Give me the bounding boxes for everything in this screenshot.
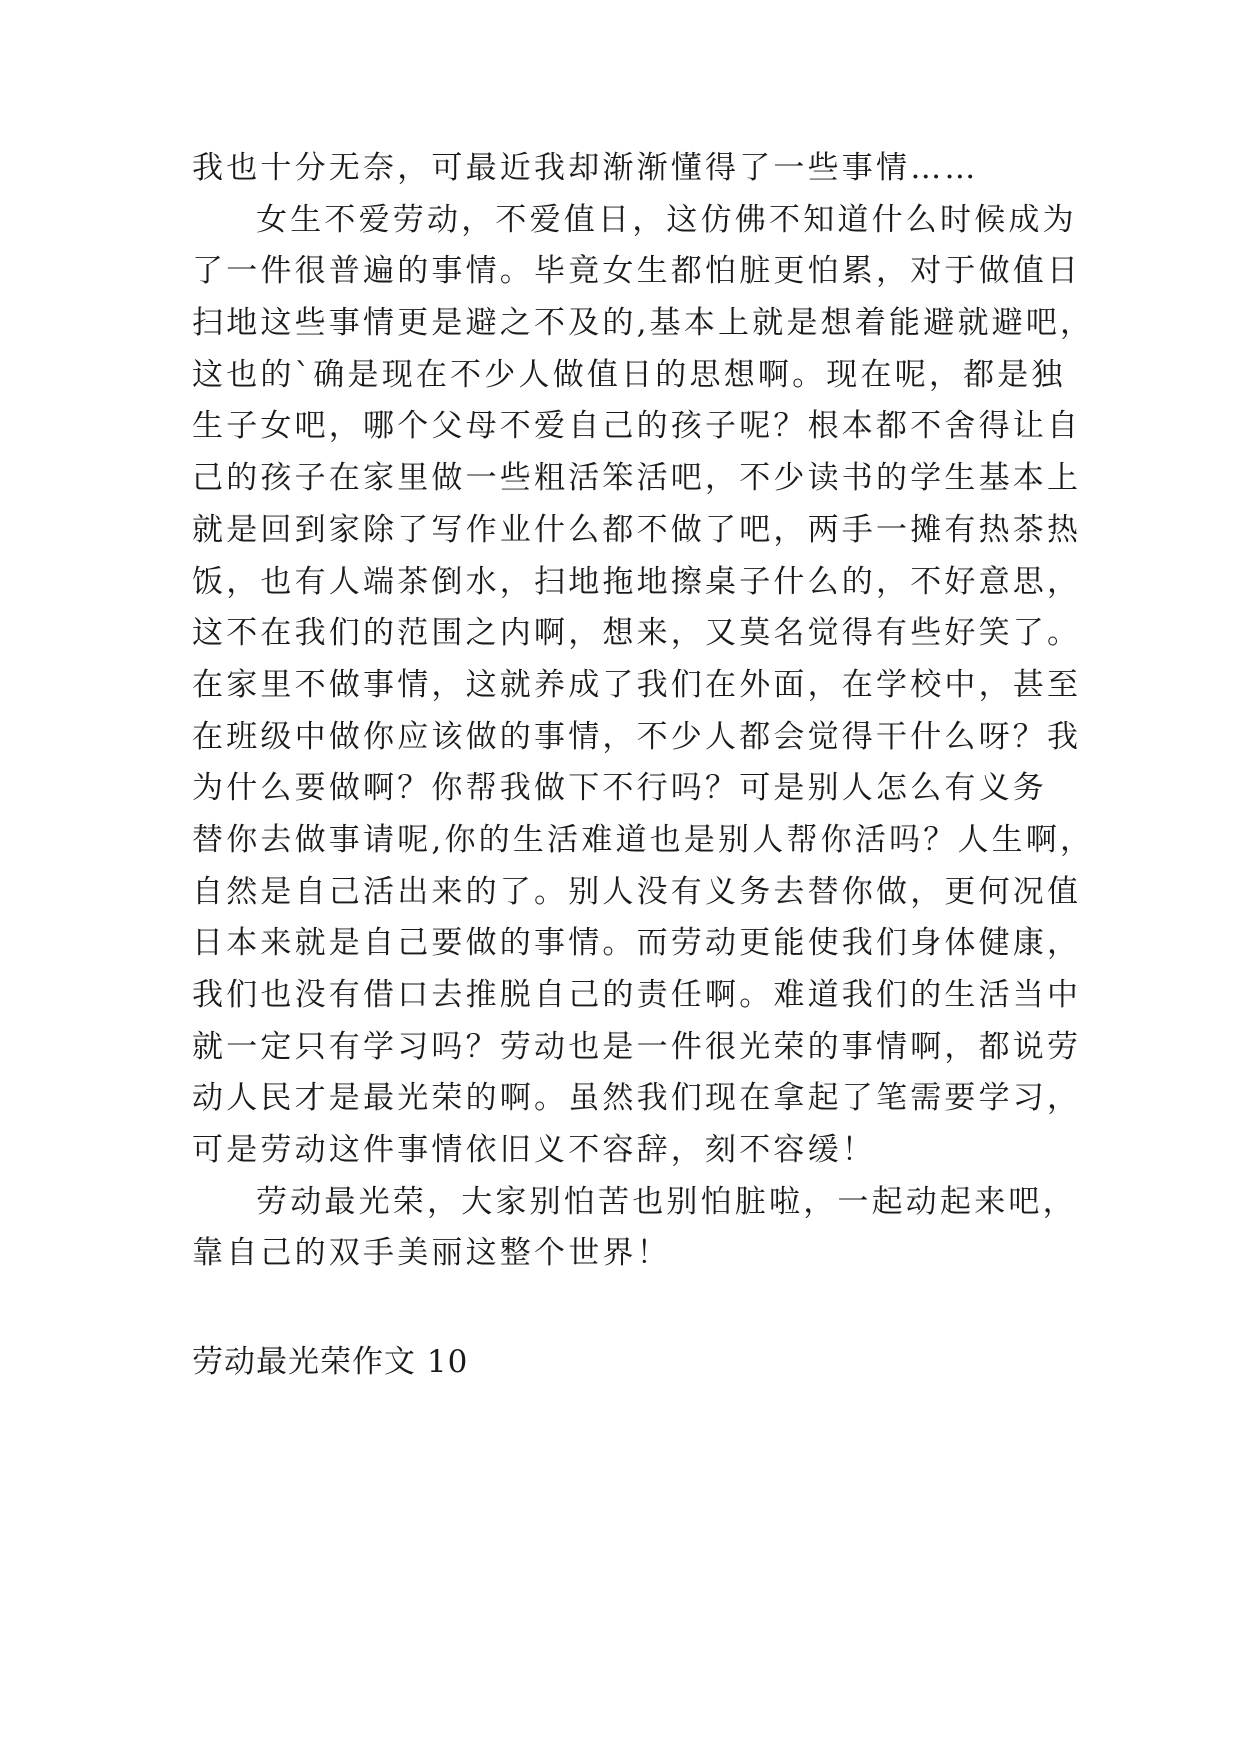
text-line: 可是劳动这件事情依旧义不容辞，刻不容缓！ [192,1132,876,1168]
text-line: 生子女吧，哪个父母不爱自己的孩子呢？根本都不舍得让自 [192,408,1082,444]
text-line: 日本来就是自己要做的事情。而劳动更能使我们身体健康， [192,925,1082,961]
text-line: 在家里不做事情，这就养成了我们在外面，在学校中，甚至 [192,667,1082,703]
text-line: 我们也没有借口去推脱自己的责任啊。难道我们的生活当中 [192,977,1082,1013]
section-heading: 劳动最光荣作文 10 [192,1344,469,1380]
text-line: 就是回到家除了写作业什么都不做了吧，两手一摊有热茶热 [192,512,1082,548]
text-line: 己的孩子在家里做一些粗活笨活吧，不少读书的学生基本上 [192,460,1082,496]
text-line: 自然是自己活出来的了。别人没有义务去替你做，更何况值 [192,874,1082,910]
text-line: 了一件很普遍的事情。毕竟女生都怕脏更怕累，对于做值日 [192,253,1082,289]
text-line: 这也的`确是现在不少人做值日的思想啊。现在呢，都是独 [192,357,1066,393]
paragraph-start-line: 劳动最光荣，大家别怕苦也别怕脏啦，一起动起来吧， [256,1184,1077,1220]
text-line: 为什么要做啊？你帮我做下不行吗？可是别人怎么有义务 [192,770,1047,806]
text-line: 在班级中做你应该做的事情，不少人都会觉得干什么呀？我 [192,719,1082,755]
text-line: 就一定只有学习吗？劳动也是一件很光荣的事情啊，都说劳 [192,1029,1082,1065]
text-line: 扫地这些事情更是避之不及的,基本上就是想着能避就避吧， [192,305,1095,341]
text-line: 替你去做事请呢,你的生活难道也是别人帮你活吗？人生啊， [192,822,1095,858]
text-line: 饭，也有人端茶倒水，扫地拖地擦桌子什么的，不好意思， [192,564,1082,600]
paragraph-start-line: 女生不爱劳动，不爱值日，这仿佛不知道什么时候成为 [256,202,1077,238]
text-line: 我也十分无奈，可最近我却渐渐懂得了一些事情…… [192,150,979,186]
text-line: 靠自己的双手美丽这整个世界！ [192,1235,671,1271]
text-line: 动人民才是最光荣的啊。虽然我们现在拿起了笔需要学习， [192,1080,1082,1116]
text-line: 这不在我们的范围之内啊，想来，又莫名觉得有些好笑了。 [192,615,1082,651]
